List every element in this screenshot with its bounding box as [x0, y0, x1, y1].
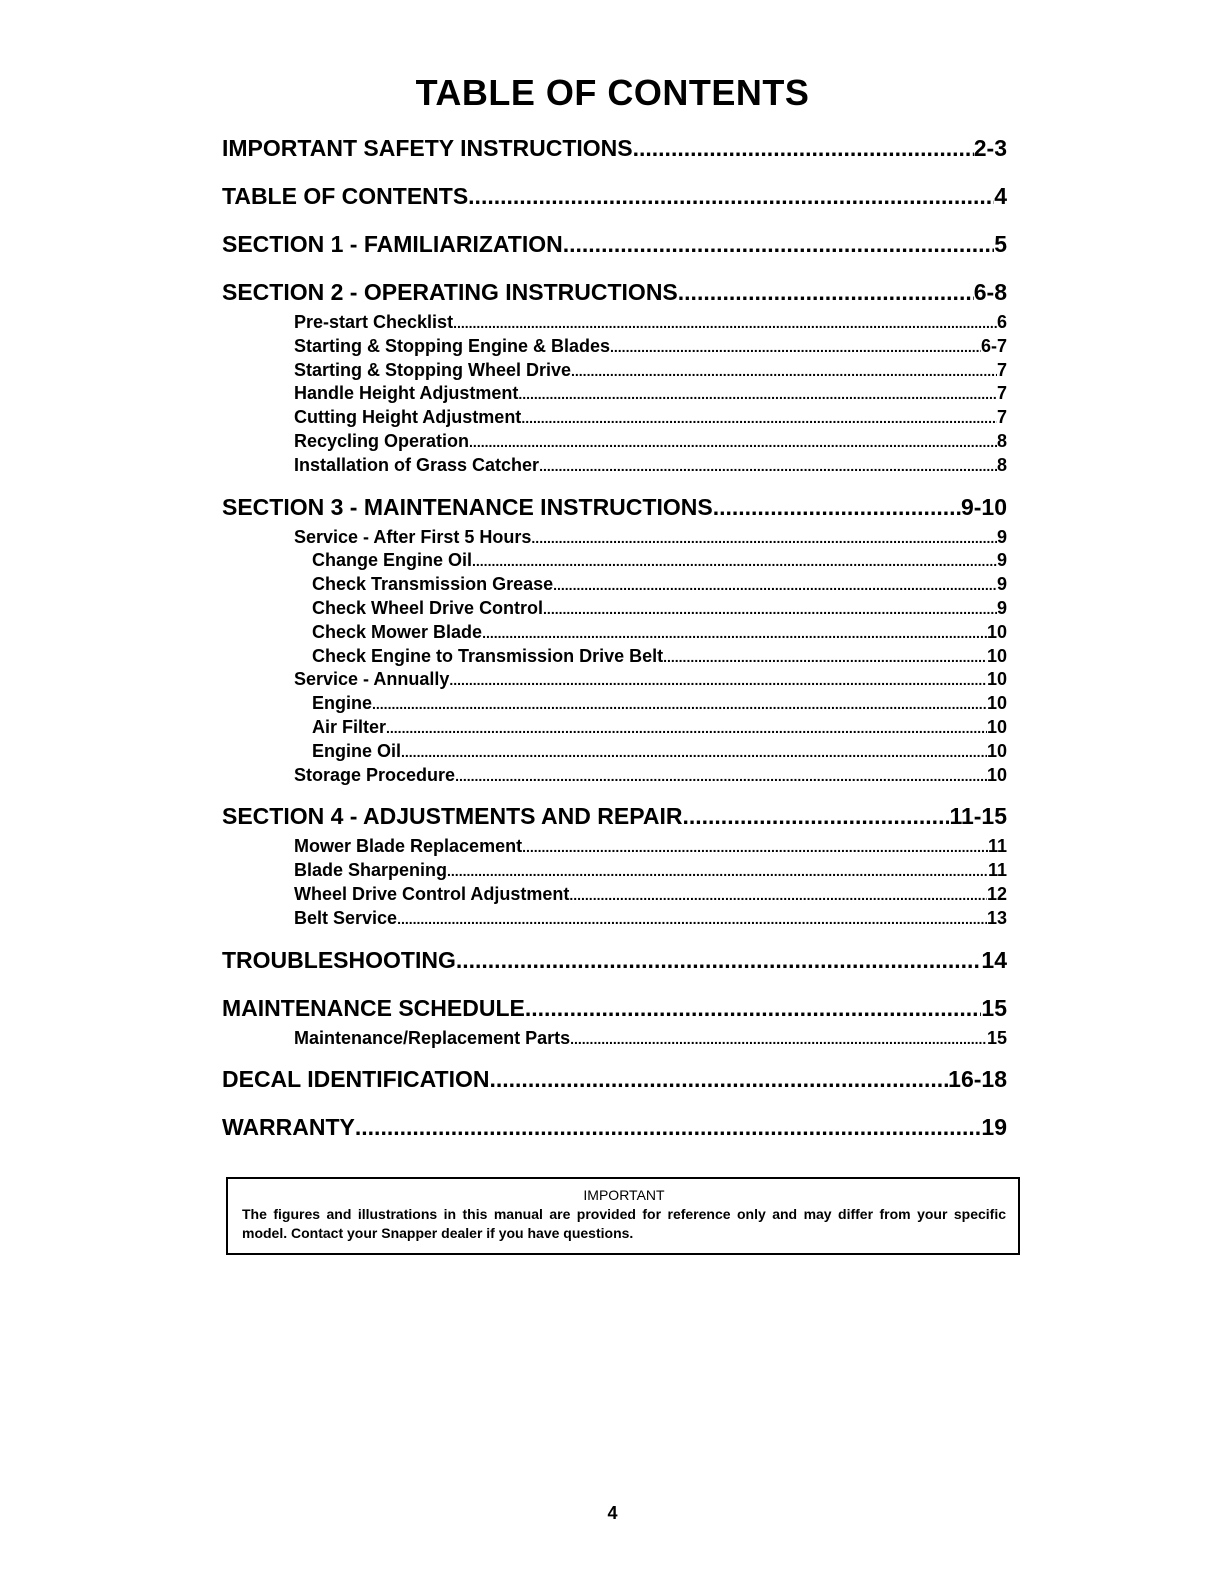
toc-entry-label: Installation of Grass Catcher: [294, 454, 540, 475]
toc-entry-label: Air Filter: [312, 716, 387, 737]
toc-dot-leader: [372, 693, 987, 716]
toc-dot-leader: [569, 884, 987, 907]
toc-entry-label: Starting & Stopping Wheel Drive: [294, 359, 572, 380]
toc-dot-leader: [455, 765, 987, 788]
notice-heading: IMPORTANT: [583, 1187, 665, 1203]
toc-dot-leader: [682, 801, 949, 831]
toc-entry-page: 10: [986, 693, 1007, 714]
toc-section-entry: [222, 1064, 1007, 1098]
toc-dot-leader: [610, 336, 981, 359]
toc-entry-label: Check Transmission Grease: [312, 574, 554, 595]
toc-entry-page: 9: [996, 550, 1007, 571]
toc-entry-label: Service - Annually: [294, 669, 450, 690]
toc-entry-label: Engine Oil: [312, 740, 402, 761]
toc-entry-label: Storage Procedure: [294, 764, 456, 785]
toc-subentry: [222, 359, 1007, 383]
toc-entry-page: 6-7: [980, 335, 1007, 356]
toc-subentry: [222, 764, 1007, 788]
toc-entry-page: 6: [996, 312, 1007, 332]
toc-subentry: [222, 406, 1007, 430]
toc-entry-label: Blade Sharpening: [294, 860, 448, 881]
toc-subentry: [222, 907, 1007, 931]
toc-entry-page: 9: [996, 574, 1007, 595]
toc-dot-leader: [522, 836, 988, 859]
toc-entry-page: 8: [996, 454, 1007, 475]
toc-entry-page: 9: [996, 597, 1007, 618]
toc-dot-leader: [525, 993, 982, 1023]
toc-dot-leader: [449, 669, 987, 692]
toc-dot-leader: [571, 360, 997, 383]
toc-subentry: [222, 668, 1007, 692]
toc-entry-label: SECTION 2 - OPERATING INSTRUCTIONS: [222, 279, 678, 305]
toc-entry-page: 11: [987, 836, 1007, 857]
toc-entry-label: Belt Service: [294, 907, 398, 928]
toc-entry-page: 10: [986, 716, 1007, 737]
toc-section-entry: [222, 492, 1007, 526]
toc-entry-page: 8: [996, 430, 1007, 451]
toc-entry-page: 10: [986, 764, 1007, 785]
toc-entry-label: Check Wheel Drive Control: [312, 597, 544, 618]
toc-subentry: [222, 621, 1007, 645]
toc-section-entry: [222, 801, 1007, 835]
toc-entry-label: Change Engine Oil: [312, 550, 473, 571]
toc-entry-page: 10: [986, 645, 1007, 666]
toc-subentry: [222, 454, 1007, 478]
toc-entry-page: 7: [996, 359, 1007, 380]
toc-subentry: [222, 335, 1007, 359]
toc-entry-page: 4: [994, 183, 1007, 209]
toc-entry-page: 11-15: [949, 803, 1007, 830]
toc-entry-page: 7: [996, 407, 1007, 428]
toc-entry-page: 10: [986, 621, 1007, 642]
toc-entry-label: SECTION 4 - ADJUSTMENTS AND REPAIR: [222, 803, 683, 830]
toc-dot-leader: [539, 455, 997, 478]
toc-dot-leader: [489, 1064, 948, 1094]
toc-subentry: [222, 835, 1007, 859]
toc-subentry: [222, 311, 1007, 335]
toc-entry-label: SECTION 1 - FAMILIARIZATION: [222, 231, 563, 257]
toc-entry-page: 13: [986, 907, 1007, 928]
toc-entry-page: 10: [986, 740, 1007, 761]
toc-dot-leader: [472, 550, 997, 573]
toc-dot-leader: [553, 574, 997, 597]
toc-entry-label: TABLE OF CONTENTS: [222, 183, 469, 209]
toc-entry-page: 19: [981, 1114, 1007, 1141]
toc-subentry: [222, 597, 1007, 621]
toc-entry-page: 12: [986, 883, 1007, 904]
toc-entry-page: 10: [986, 669, 1007, 690]
toc-entry-label: Check Mower Blade: [312, 621, 483, 642]
toc-section-entry: [222, 277, 1007, 311]
toc-section-entry: [222, 945, 1007, 979]
toc-entry-page: 9-10: [960, 493, 1007, 520]
toc-entry-label: Service - After First 5 Hours: [294, 526, 532, 547]
toc-section-entry: [222, 1112, 1007, 1146]
toc-subentry: [222, 382, 1007, 406]
toc-dot-leader: [447, 860, 988, 883]
toc-section-entry: [222, 993, 1007, 1027]
toc-subentry: [222, 645, 1007, 669]
toc-entry-page: 9: [996, 526, 1007, 547]
toc-dot-leader: [570, 1028, 987, 1051]
toc-dot-leader: [531, 527, 997, 550]
important-notice: [226, 1177, 1020, 1255]
toc-subentry: [222, 430, 1007, 454]
toc-entry-page: 14: [981, 946, 1007, 973]
toc-entry-page: 11: [987, 860, 1007, 881]
toc-entry-label: Mower Blade Replacement: [294, 836, 523, 857]
toc-subentry: [222, 549, 1007, 573]
toc-entry-label: WARRANTY: [222, 1114, 355, 1141]
toc-entry-page: 15: [986, 1027, 1007, 1048]
toc-entry-label: Handle Height Adjustment: [294, 383, 519, 404]
toc-entry-label: Starting & Stopping Engine & Blades: [294, 335, 611, 356]
toc-dot-leader: [355, 1112, 982, 1142]
toc-entry-label: Maintenance/Replacement Parts: [294, 1027, 571, 1048]
toc-entry-page: 7: [996, 383, 1007, 404]
toc-dot-leader: [521, 407, 997, 430]
table-of-contents: [222, 133, 1007, 1146]
toc-section-entry: [222, 181, 1007, 215]
toc-dot-leader: [543, 598, 997, 621]
toc-subentry: [222, 740, 1007, 764]
toc-dot-leader: [401, 741, 987, 764]
toc-entry-label: IMPORTANT SAFETY INSTRUCTIONS: [222, 135, 633, 161]
toc-entry-label: Cutting Height Adjustment: [294, 407, 522, 428]
toc-entry-page: 15: [981, 994, 1007, 1021]
toc-entry-label: SECTION 3 - MAINTENANCE INSTRUCTIONS: [222, 493, 713, 520]
toc-entry-page: 16-18: [948, 1066, 1007, 1093]
toc-entry-label: Engine: [312, 693, 373, 714]
toc-subentry: [222, 573, 1007, 597]
page-title: TABLE OF CONTENTS: [415, 72, 810, 113]
toc-entry-label: DECAL IDENTIFICATION: [222, 1066, 490, 1093]
toc-dot-leader: [397, 908, 987, 931]
toc-entry-page: 2-3: [973, 135, 1007, 161]
toc-entry-label: MAINTENANCE SCHEDULE: [222, 994, 525, 1021]
toc-dot-leader: [468, 181, 994, 211]
toc-dot-leader: [713, 492, 961, 522]
toc-dot-leader: [469, 431, 997, 454]
page-number: 4: [607, 1503, 618, 1523]
toc-section-entry: [222, 229, 1007, 263]
toc-entry-label: TROUBLESHOOTING: [222, 946, 456, 973]
toc-dot-leader: [456, 945, 982, 975]
toc-entry-label: Check Engine to Transmission Drive Belt: [312, 645, 664, 666]
notice-text: The figures and illustrations in this manual are provided for reference only and may differ from your specific model. Contact your Snapper dealer if you have questions.: [242, 1206, 1006, 1241]
toc-subentry: [222, 692, 1007, 716]
toc-entry-page: 6-8: [973, 279, 1007, 305]
toc-subentry: [222, 859, 1007, 883]
toc-subentry: [222, 716, 1007, 740]
toc-dot-leader: [386, 717, 987, 740]
toc-dot-leader: [633, 133, 974, 163]
toc-dot-leader: [678, 277, 974, 307]
toc-dot-leader: [518, 383, 997, 406]
toc-subentry: [222, 526, 1007, 550]
toc-dot-leader: [453, 312, 997, 335]
toc-subentry: [222, 1027, 1007, 1051]
toc-dot-leader: [482, 622, 987, 645]
toc-dot-leader: [563, 229, 994, 259]
toc-entry-label: Wheel Drive Control Adjustment: [294, 883, 570, 904]
toc-entry-page: 5: [994, 231, 1007, 257]
toc-entry-label: Recycling Operation: [294, 430, 470, 451]
toc-entry-label: Pre-start Checklist: [294, 312, 454, 332]
toc-dot-leader: [663, 646, 987, 669]
toc-section-entry: [222, 133, 1007, 167]
toc-subentry: [222, 883, 1007, 907]
